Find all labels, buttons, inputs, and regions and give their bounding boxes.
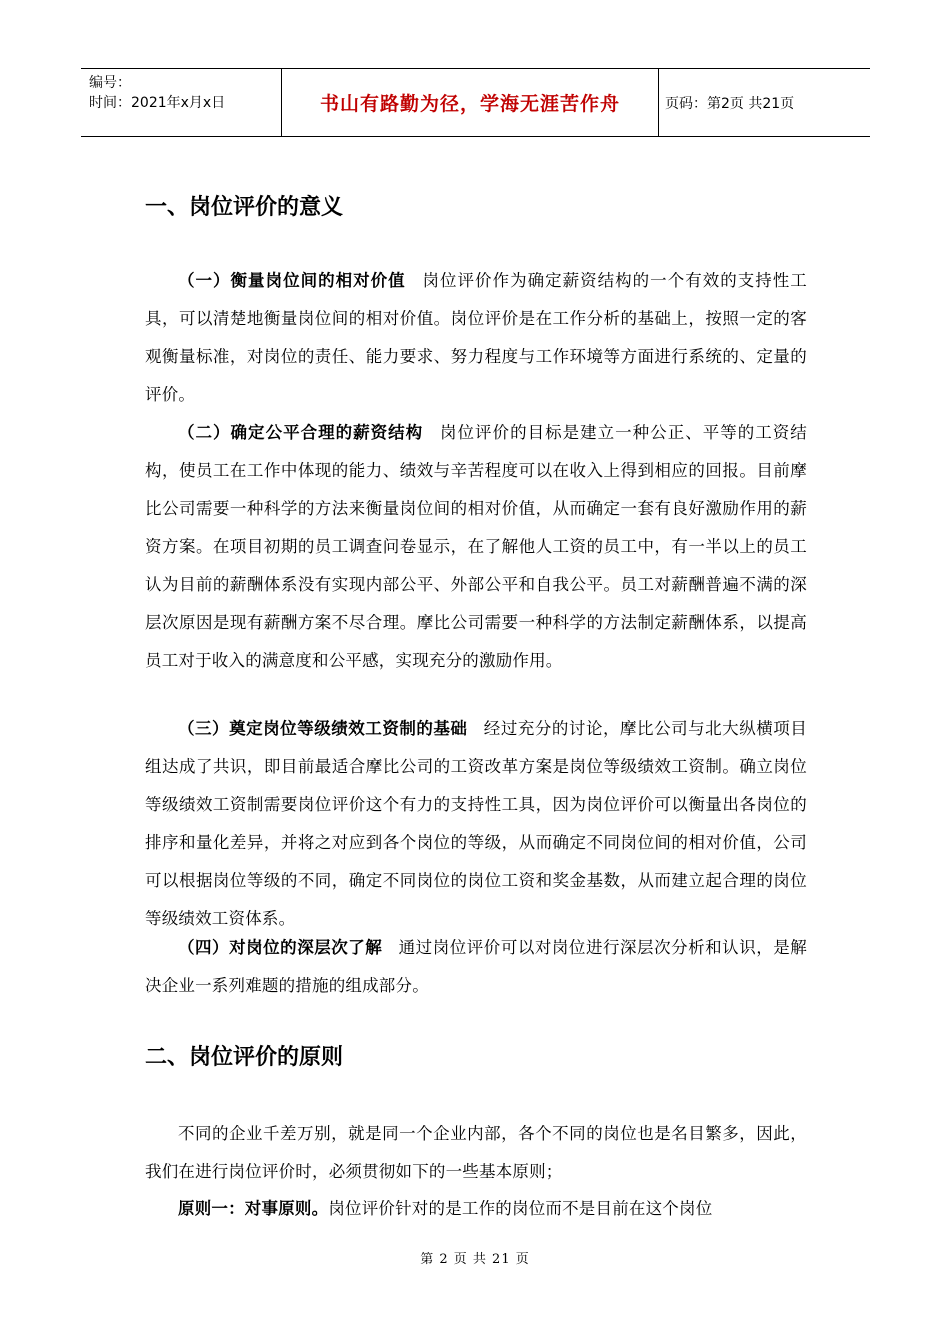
document-date: 时间：2021年x月x日 (89, 95, 226, 111)
page-header (81, 68, 870, 137)
paragraph-4-lead: （四）对岗位的深层次了解 (178, 938, 383, 957)
principle-1 (145, 1190, 807, 1228)
section2-title: 二、岗位评价的原则 (145, 1045, 344, 1070)
paragraph-1-text: 岗位评价作为确定薪资结构的一个有效的支持性工具，可以清楚地衡量岗位间的相对价值。岗位评价是在工作分析的基础上，按照一定的客观衡量标准，对岗位的责任、能力要求、努力程度与工作环境等方面进行系统的、定量的评价。 (145, 271, 807, 404)
paragraph-4-text: 通过岗位评价可以对岗位进行深层次分析和认识，是解决企业一系列难题的措施的组成部分。 (145, 938, 807, 995)
paragraph-1 (145, 262, 807, 414)
paragraph-1-lead: （一）衡量岗位间的相对价值 (178, 271, 406, 290)
paragraph-3-text: 经过充分的讨论，摩比公司与北大纵横项目组达成了共识，即目前最适合摩比公司的工资改革方案是岗位等级绩效工资制。确立岗位等级绩效工资制需要岗位评价这个有力的支持性工具，因为岗位评价可以衡量出各岗位的排序和量化差异，并将之对应到各个岗位的等级，从而确定不同岗位间的相对价值，公司可以根据岗位等级的不同，确定不同岗位的岗位工资和奖金基数，从而建立起合理的岗位等级绩效工资体系。 (145, 719, 807, 928)
document-number-label: 编号： (89, 75, 131, 91)
header-page-info: 页码：第2页 共21页 (665, 96, 795, 112)
paragraph-2 (145, 414, 807, 680)
page-footer: 第 2 页 共 21 页 (420, 1252, 530, 1267)
principle-1-lead: 原则一：对事原则。 (178, 1199, 329, 1218)
header-motto: 书山有路勤为径，学海无涯苦作舟 (281, 69, 659, 136)
paragraph-3 (145, 710, 807, 938)
paragraph-4 (145, 929, 807, 1005)
principle-1-text: 岗位评价针对的是工作的岗位而不是目前在这个岗位 (328, 1199, 713, 1218)
paragraph-2-lead: （二）确定公平合理的薪资结构 (178, 423, 424, 442)
header-meta (89, 73, 225, 113)
section2-intro: 不同的企业千差万别，就是同一个企业内部，各个不同的岗位也是名目繁多，因此，我们在进行岗位评价时，必须贯彻如下的一些基本原则； (145, 1124, 807, 1181)
paragraph-2-text: 岗位评价的目标是建立一种公正、平等的工资结构，使员工在工作中体现的能力、绩效与辛苦程度可以在收入上得到相应的回报。目前摩比公司需要一种科学的方法来衡量岗位间的相对价值，从而确定一套有良好激励作用的薪资方案。在项目初期的员工调查问卷显示，在了解他人工资的员工中，有一半以上的员工认为目前的薪酬体系没有实现内部公平、外部公平和自我公平。员工对薪酬普遍不满的深层次原因是现有薪酬方案不尽合理。摩比公司需要一种科学的方法制定薪酬体系，以提高员工对于收入的满意度和公平感，实现充分的激励作用。 (145, 423, 807, 670)
section1-title: 一、岗位评价的意义 (145, 195, 344, 220)
paragraph-3-lead: （三）奠定岗位等级绩效工资制的基础 (178, 719, 468, 738)
